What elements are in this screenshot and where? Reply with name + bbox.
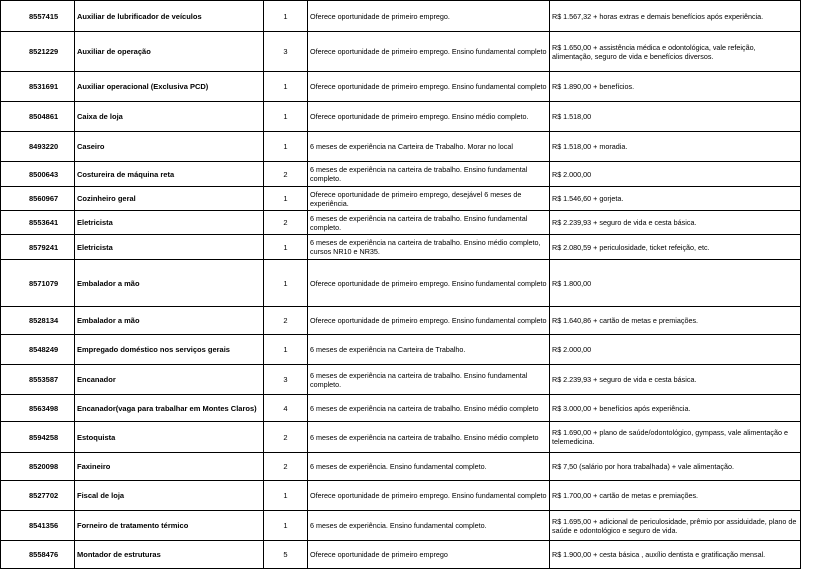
job-salary: R$ 1.640,86 + cartão de metas e premiações.	[550, 307, 801, 335]
job-code: 8553641	[1, 211, 75, 235]
job-code: 8558476	[1, 541, 75, 569]
job-requirements: 6 meses de experiência na carteira de trabalho. Ensino médio completo, cursos NR10 e NR35.	[308, 235, 550, 260]
vacancy-count: 2	[264, 162, 308, 187]
job-title: Costureira de máquina reta	[75, 162, 264, 187]
table-row	[1, 541, 801, 569]
job-code: 8528134	[1, 307, 75, 335]
table-row	[1, 162, 801, 187]
job-listings-body	[1, 1, 801, 569]
job-title: Caseiro	[75, 132, 264, 162]
job-requirements: 6 meses de experiência na Carteira de Trabalho.	[308, 335, 550, 365]
job-requirements: 6 meses de experiência na carteira de trabalho. Ensino fundamental completo.	[308, 211, 550, 235]
job-title: Eletricista	[75, 235, 264, 260]
job-requirements: 6 meses de experiência. Ensino fundamental completo.	[308, 511, 550, 541]
job-requirements: Oferece oportunidade de primeiro emprego. Ensino fundamental completo	[308, 260, 550, 307]
job-salary: R$ 3.000,00 + benefícios após experiência.	[550, 395, 801, 422]
job-title: Auxiliar de operação	[75, 32, 264, 72]
table-row	[1, 481, 801, 511]
job-requirements: Oferece oportunidade de primeiro emprego. Ensino fundamental completo	[308, 32, 550, 72]
job-code: 8527702	[1, 481, 75, 511]
vacancy-count: 1	[264, 132, 308, 162]
job-code: 8521229	[1, 32, 75, 72]
vacancy-count: 1	[264, 235, 308, 260]
table-row	[1, 422, 801, 453]
job-salary: R$ 2.080,59 + periculosidade, ticket refeição, etc.	[550, 235, 801, 260]
job-requirements: Oferece oportunidade de primeiro emprego. Ensino fundamental completo	[308, 481, 550, 511]
vacancy-count: 1	[264, 72, 308, 102]
table-row	[1, 335, 801, 365]
vacancy-count: 2	[264, 453, 308, 481]
vacancy-count: 1	[264, 335, 308, 365]
vacancy-count: 3	[264, 365, 308, 395]
job-title: Embalador a mão	[75, 260, 264, 307]
table-row	[1, 395, 801, 422]
job-salary: R$ 1.518,00	[550, 102, 801, 132]
vacancy-count: 1	[264, 260, 308, 307]
job-requirements: Oferece oportunidade de primeiro emprego. Ensino médio completo.	[308, 102, 550, 132]
job-title: Fiscal de loja	[75, 481, 264, 511]
table-row	[1, 1, 801, 32]
job-title: Auxiliar operacional (Exclusiva PCD)	[75, 72, 264, 102]
job-code: 8500643	[1, 162, 75, 187]
job-code: 8493220	[1, 132, 75, 162]
vacancy-count: 2	[264, 307, 308, 335]
job-salary: R$ 1.690,00 + plano de saúde/odontológico, gympass, vale alimentação e telemedicina.	[550, 422, 801, 453]
vacancy-count: 1	[264, 102, 308, 132]
job-title: Embalador a mão	[75, 307, 264, 335]
job-salary: R$ 1.890,00 + benefícios.	[550, 72, 801, 102]
job-code: 8520098	[1, 453, 75, 481]
job-requirements: Oferece oportunidade de primeiro emprego.	[308, 1, 550, 32]
job-title: Auxiliar de lubrificador de veículos	[75, 1, 264, 32]
job-code: 8571079	[1, 260, 75, 307]
job-requirements: Oferece oportunidade de primeiro emprego. Ensino fundamental completo	[308, 307, 550, 335]
table-row	[1, 32, 801, 72]
vacancy-count: 1	[264, 187, 308, 211]
job-code: 8504861	[1, 102, 75, 132]
vacancy-count: 2	[264, 211, 308, 235]
job-salary: R$ 1.546,60 + gorjeta.	[550, 187, 801, 211]
job-salary: R$ 2.239,93 + seguro de vida e cesta básica.	[550, 365, 801, 395]
job-requirements: 6 meses de experiência. Ensino fundamental completo.	[308, 453, 550, 481]
job-requirements: Oferece oportunidade de primeiro emprego	[308, 541, 550, 569]
job-salary: R$ 1.650,00 + assistência médica e odontológica, vale refeição, alimentação, seguro de vida e benefícios diversos.	[550, 32, 801, 72]
job-requirements: 6 meses de experiência na carteira de trabalho. Ensino médio completo	[308, 395, 550, 422]
job-title: Estoquista	[75, 422, 264, 453]
job-salary: R$ 2.000,00	[550, 162, 801, 187]
job-salary: R$ 1.800,00	[550, 260, 801, 307]
job-salary: R$ 1.518,00 + moradia.	[550, 132, 801, 162]
table-row	[1, 307, 801, 335]
table-row	[1, 132, 801, 162]
job-requirements: 6 meses de experiência na carteira de trabalho. Ensino médio completo	[308, 422, 550, 453]
job-salary: R$ 2.000,00	[550, 335, 801, 365]
job-title: Forneiro de tratamento térmico	[75, 511, 264, 541]
table-row	[1, 211, 801, 235]
job-salary: R$ 1.695,00 + adicional de periculosidade, prêmio por assiduidade, plano de saúde e odontológico e seguro de vida.	[550, 511, 801, 541]
vacancy-count: 3	[264, 32, 308, 72]
job-title: Faxineiro	[75, 453, 264, 481]
vacancy-count: 1	[264, 481, 308, 511]
table-row	[1, 365, 801, 395]
vacancy-count: 1	[264, 511, 308, 541]
job-code: 8594258	[1, 422, 75, 453]
job-salary: R$ 2.239,93 + seguro de vida e cesta básica.	[550, 211, 801, 235]
table-row	[1, 187, 801, 211]
job-code: 8560967	[1, 187, 75, 211]
vacancy-count: 2	[264, 422, 308, 453]
job-salary: R$ 1.900,00 + cesta básica , auxílio dentista e gratificação mensal.	[550, 541, 801, 569]
table-row	[1, 453, 801, 481]
job-code: 8563498	[1, 395, 75, 422]
job-title: Caixa de loja	[75, 102, 264, 132]
job-requirements: 6 meses de experiência na carteira de trabalho. Ensino fundamental completo.	[308, 162, 550, 187]
table-row	[1, 511, 801, 541]
job-code: 8531691	[1, 72, 75, 102]
vacancy-count: 4	[264, 395, 308, 422]
job-code: 8579241	[1, 235, 75, 260]
job-salary: R$ 1.700,00 + cartão de metas e premiações.	[550, 481, 801, 511]
job-title: Empregado doméstico nos serviços gerais	[75, 335, 264, 365]
vacancy-count: 1	[264, 1, 308, 32]
job-requirements: Oferece oportunidade de primeiro emprego. Ensino fundamental completo	[308, 72, 550, 102]
job-salary: R$ 1.567,32 + horas extras e demais benefícios após experiência.	[550, 1, 801, 32]
job-title: Cozinheiro geral	[75, 187, 264, 211]
job-title: Encanador	[75, 365, 264, 395]
job-requirements: Oferece oportunidade de primeiro emprego, desejável 6 meses de experiência.	[308, 187, 550, 211]
vacancy-count: 5	[264, 541, 308, 569]
job-requirements: 6 meses de experiência na carteira de trabalho. Ensino fundamental completo.	[308, 365, 550, 395]
job-code: 8548249	[1, 335, 75, 365]
job-title: Encanador(vaga para trabalhar em Montes Claros)	[75, 395, 264, 422]
job-title: Eletricista	[75, 211, 264, 235]
job-code: 8541356	[1, 511, 75, 541]
job-code: 8553587	[1, 365, 75, 395]
table-row	[1, 72, 801, 102]
job-code: 8557415	[1, 1, 75, 32]
job-salary: R$ 7,50 (salário por hora trabalhada) + vale alimentação.	[550, 453, 801, 481]
table-row	[1, 102, 801, 132]
job-requirements: 6 meses de experiência na Carteira de Trabalho. Morar no local	[308, 132, 550, 162]
job-title: Montador de estruturas	[75, 541, 264, 569]
table-row	[1, 260, 801, 307]
table-row	[1, 235, 801, 260]
